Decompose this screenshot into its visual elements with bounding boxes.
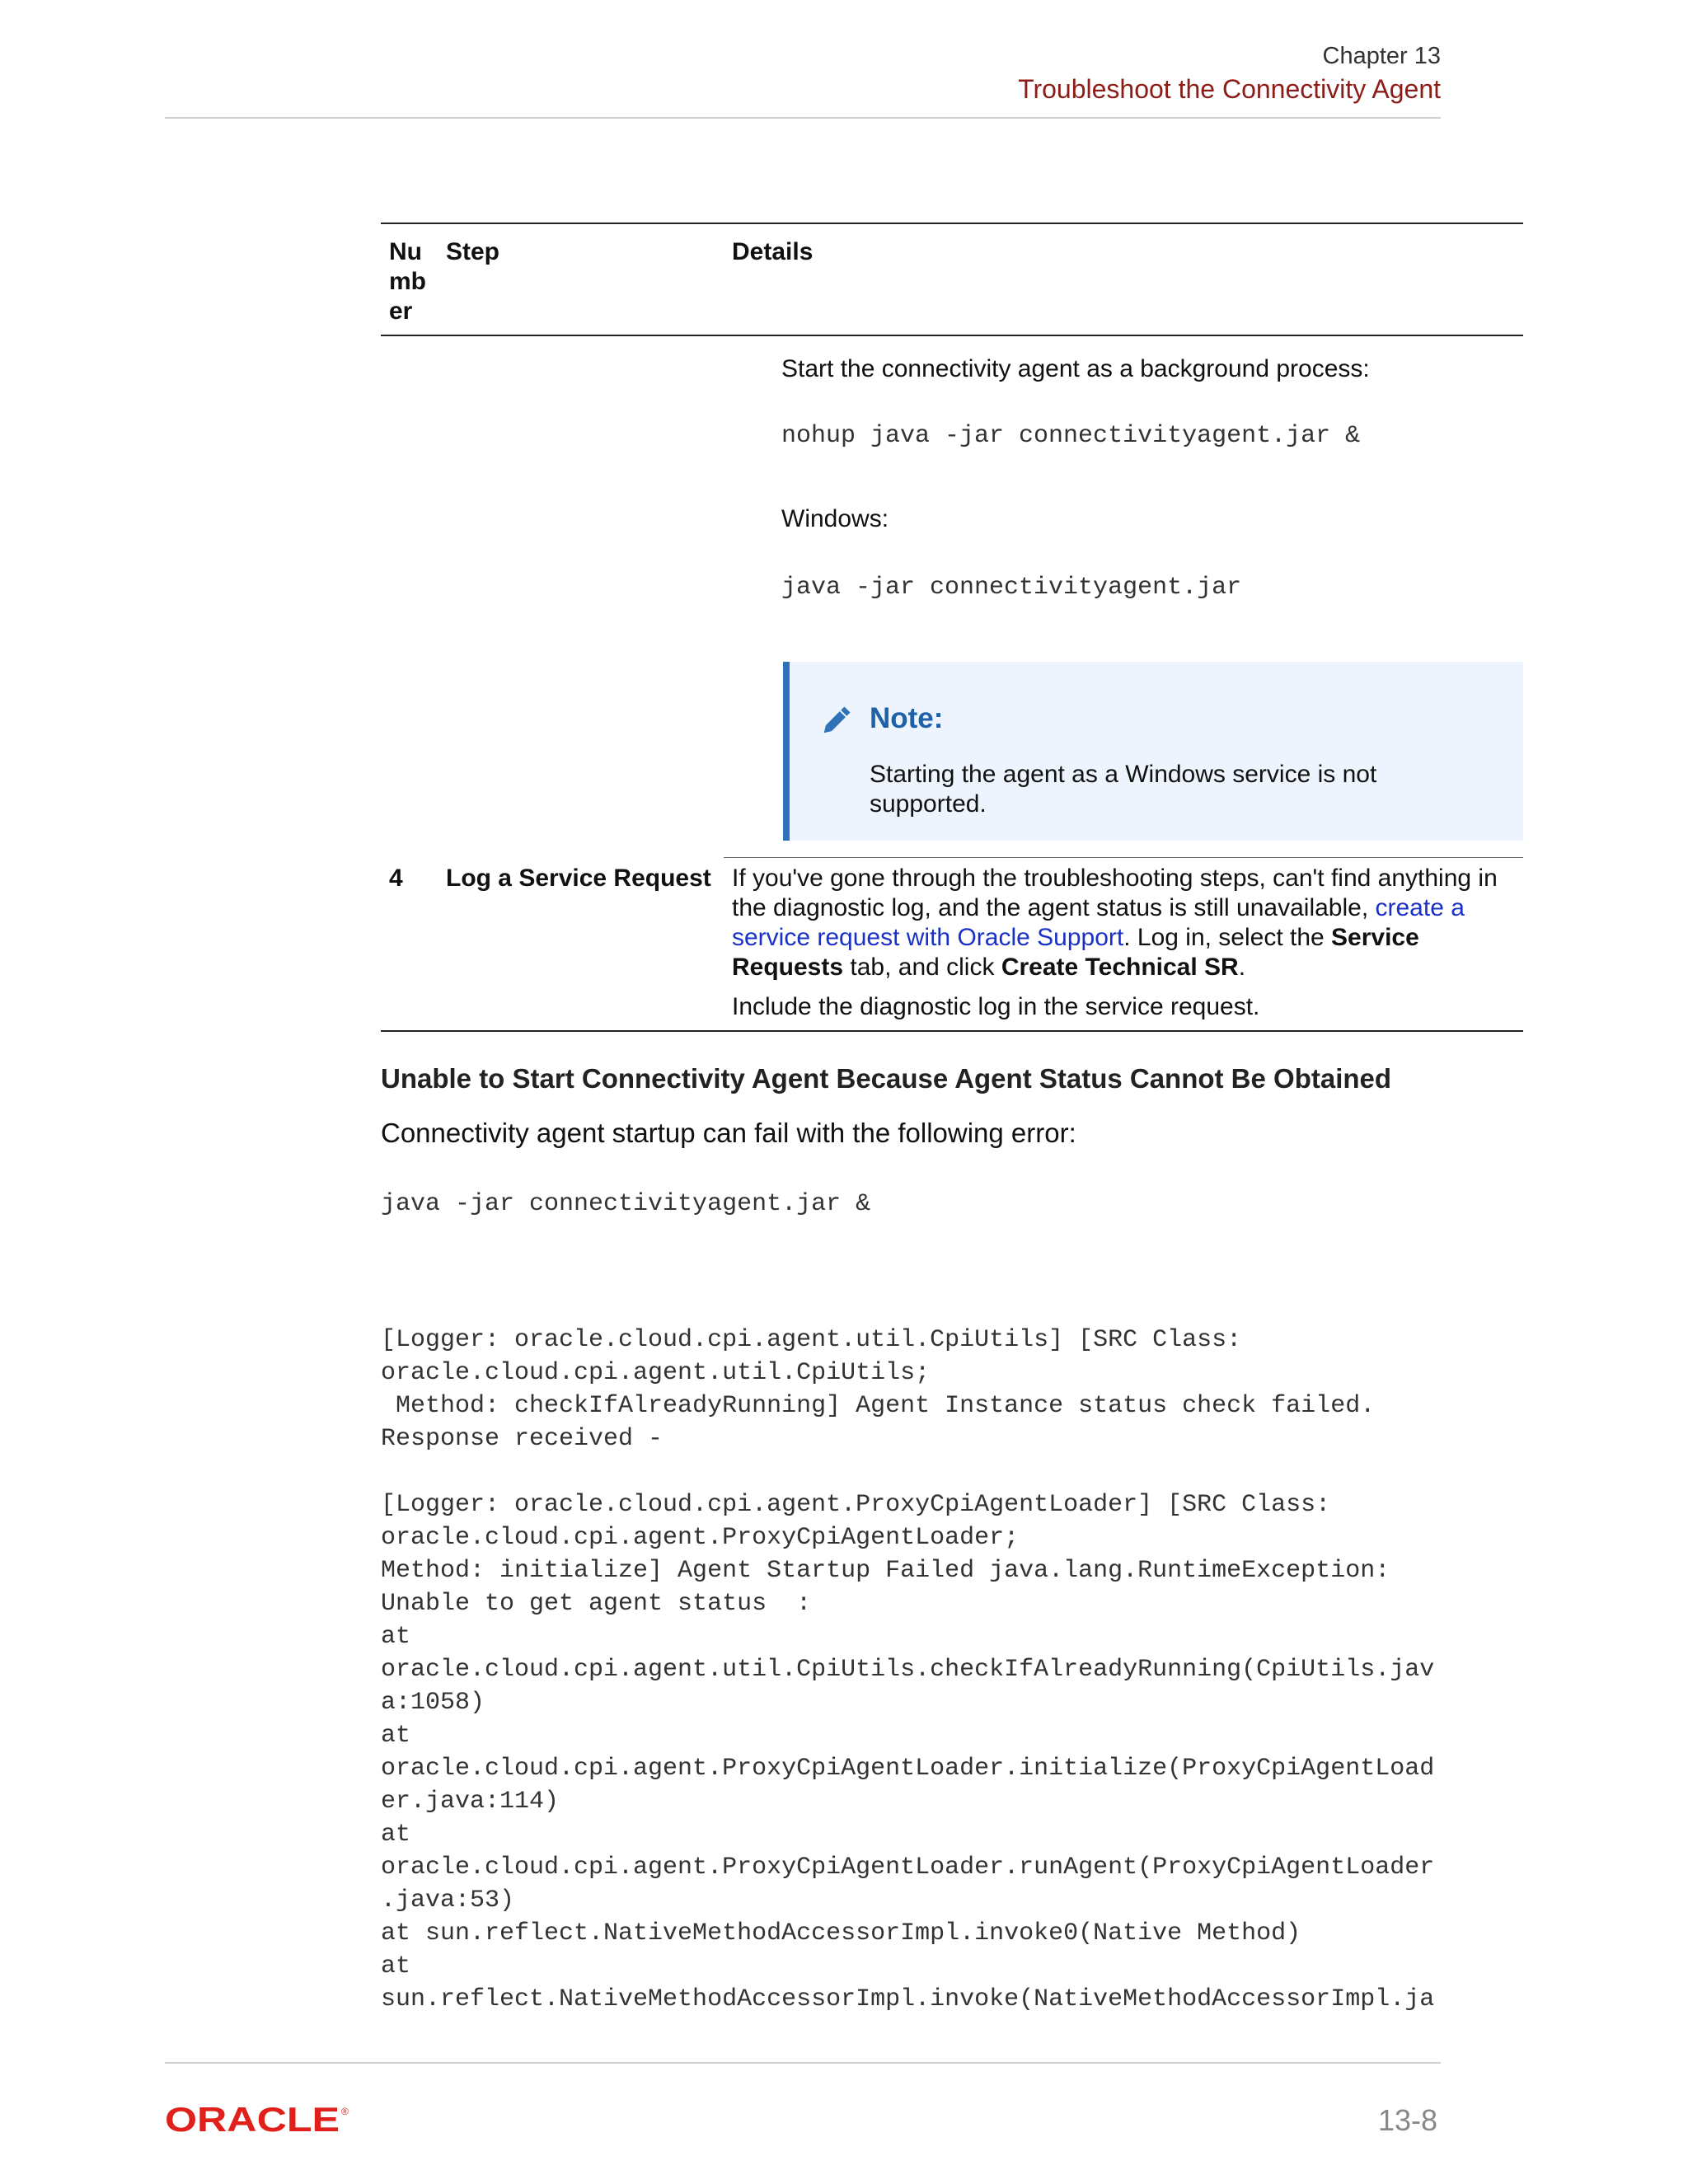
- row-4-details-text-4: .: [1238, 954, 1246, 981]
- service-requests-tab-label: Service Requests: [732, 924, 1419, 981]
- column-header-number: Nu mb er: [389, 238, 426, 325]
- row-4-details-text-2: . Log in, select the: [1123, 924, 1332, 951]
- note-text: Starting the agent as a Windows service is not supported.: [870, 761, 1377, 818]
- error-log-code-block: [Logger: oracle.cloud.cpi.agent.util.CpiUtils] [SRC Class: oracle.cloud.cpi.agent.util.CpiUtils; Method: checkIfAlreadyRunning] Agent Instance status check failed. Response received - [Logger: oracle.cloud.cpi.agent.ProxyCpiAgentLoader] [SRC Class: oracle.cloud.cpi.agent.ProxyCpiAgentLoader; Method: initialize] Agent Startup Failed java.lang.RuntimeException: Unable to get agent status : at oracle.cloud.cpi.agent.util.CpiUtils.checkIfAlreadyRunning(CpiUtils.jav a:1058) at oracle.cloud.cpi.agent.ProxyCpiAgentLoader.initialize(ProxyCpiAgentLoad er.java:114) at oracle.cloud.cpi.agent.ProxyCpiAgentLoader.runAgent(ProxyCpiAgentLoader .java:53) at sun.reflect.NativeMethodAccessorImpl.invoke0(Native Method) at sun.reflect.NativeMethodAccessorImpl.invoke(NativeMethodAccessorImpl.ja: [381, 1326, 1435, 2013]
- row-4-details-text: If you've gone through the troubleshooting steps, can't find anything in the diagnostic log, and the agent status is still unavailable,: [732, 865, 1498, 921]
- footer-divider: [165, 2062, 1441, 2064]
- pencil-icon: [818, 701, 856, 738]
- windows-label: Windows:: [781, 505, 889, 532]
- page-number: 13-8: [1378, 2103, 1438, 2137]
- windows-command: java -jar connectivityagent.jar: [781, 574, 1242, 602]
- row-4-details-text-3: tab, and click: [843, 954, 1001, 981]
- row-divider: [724, 857, 1523, 858]
- create-technical-sr-label: Create Technical SR: [1001, 954, 1239, 981]
- table-top-rule: [381, 223, 1523, 224]
- section-intro: Connectivity agent startup can fail with the following error:: [381, 1118, 1076, 1148]
- row-4-number: 4: [389, 865, 403, 892]
- column-header-details: Details: [732, 238, 814, 265]
- table-header-rule: [381, 335, 1523, 336]
- table-bottom-rule: [381, 1030, 1523, 1032]
- chapter-label: Chapter 13: [1322, 43, 1441, 69]
- row-4-step: Log a Service Request: [446, 865, 711, 892]
- background-process-text: Start the connectivity agent as a background process:: [781, 355, 1370, 382]
- section-heading: Unable to Start Connectivity Agent Because Agent Status Cannot Be Obtained: [381, 1063, 1392, 1094]
- column-header-step: Step: [446, 238, 500, 265]
- oracle-logo: [165, 2105, 354, 2135]
- oracle-logo-text: ORACLE: [165, 2105, 340, 2135]
- header-divider: [165, 117, 1441, 119]
- service-request-link[interactable]: create a service request with Oracle Support: [732, 894, 1465, 951]
- note-title: Note:: [870, 702, 944, 734]
- startup-command: java -jar connectivityagent.jar &: [381, 1190, 871, 1218]
- row-4-details-para-2: Include the diagnostic log in the service request.: [732, 993, 1260, 1020]
- background-command: nohup java -jar connectivityagent.jar &: [781, 422, 1361, 450]
- section-title: Troubleshoot the Connectivity Agent: [1018, 74, 1441, 104]
- row-4-details: [732, 864, 1507, 982]
- svg-text:®: ®: [341, 2106, 349, 2117]
